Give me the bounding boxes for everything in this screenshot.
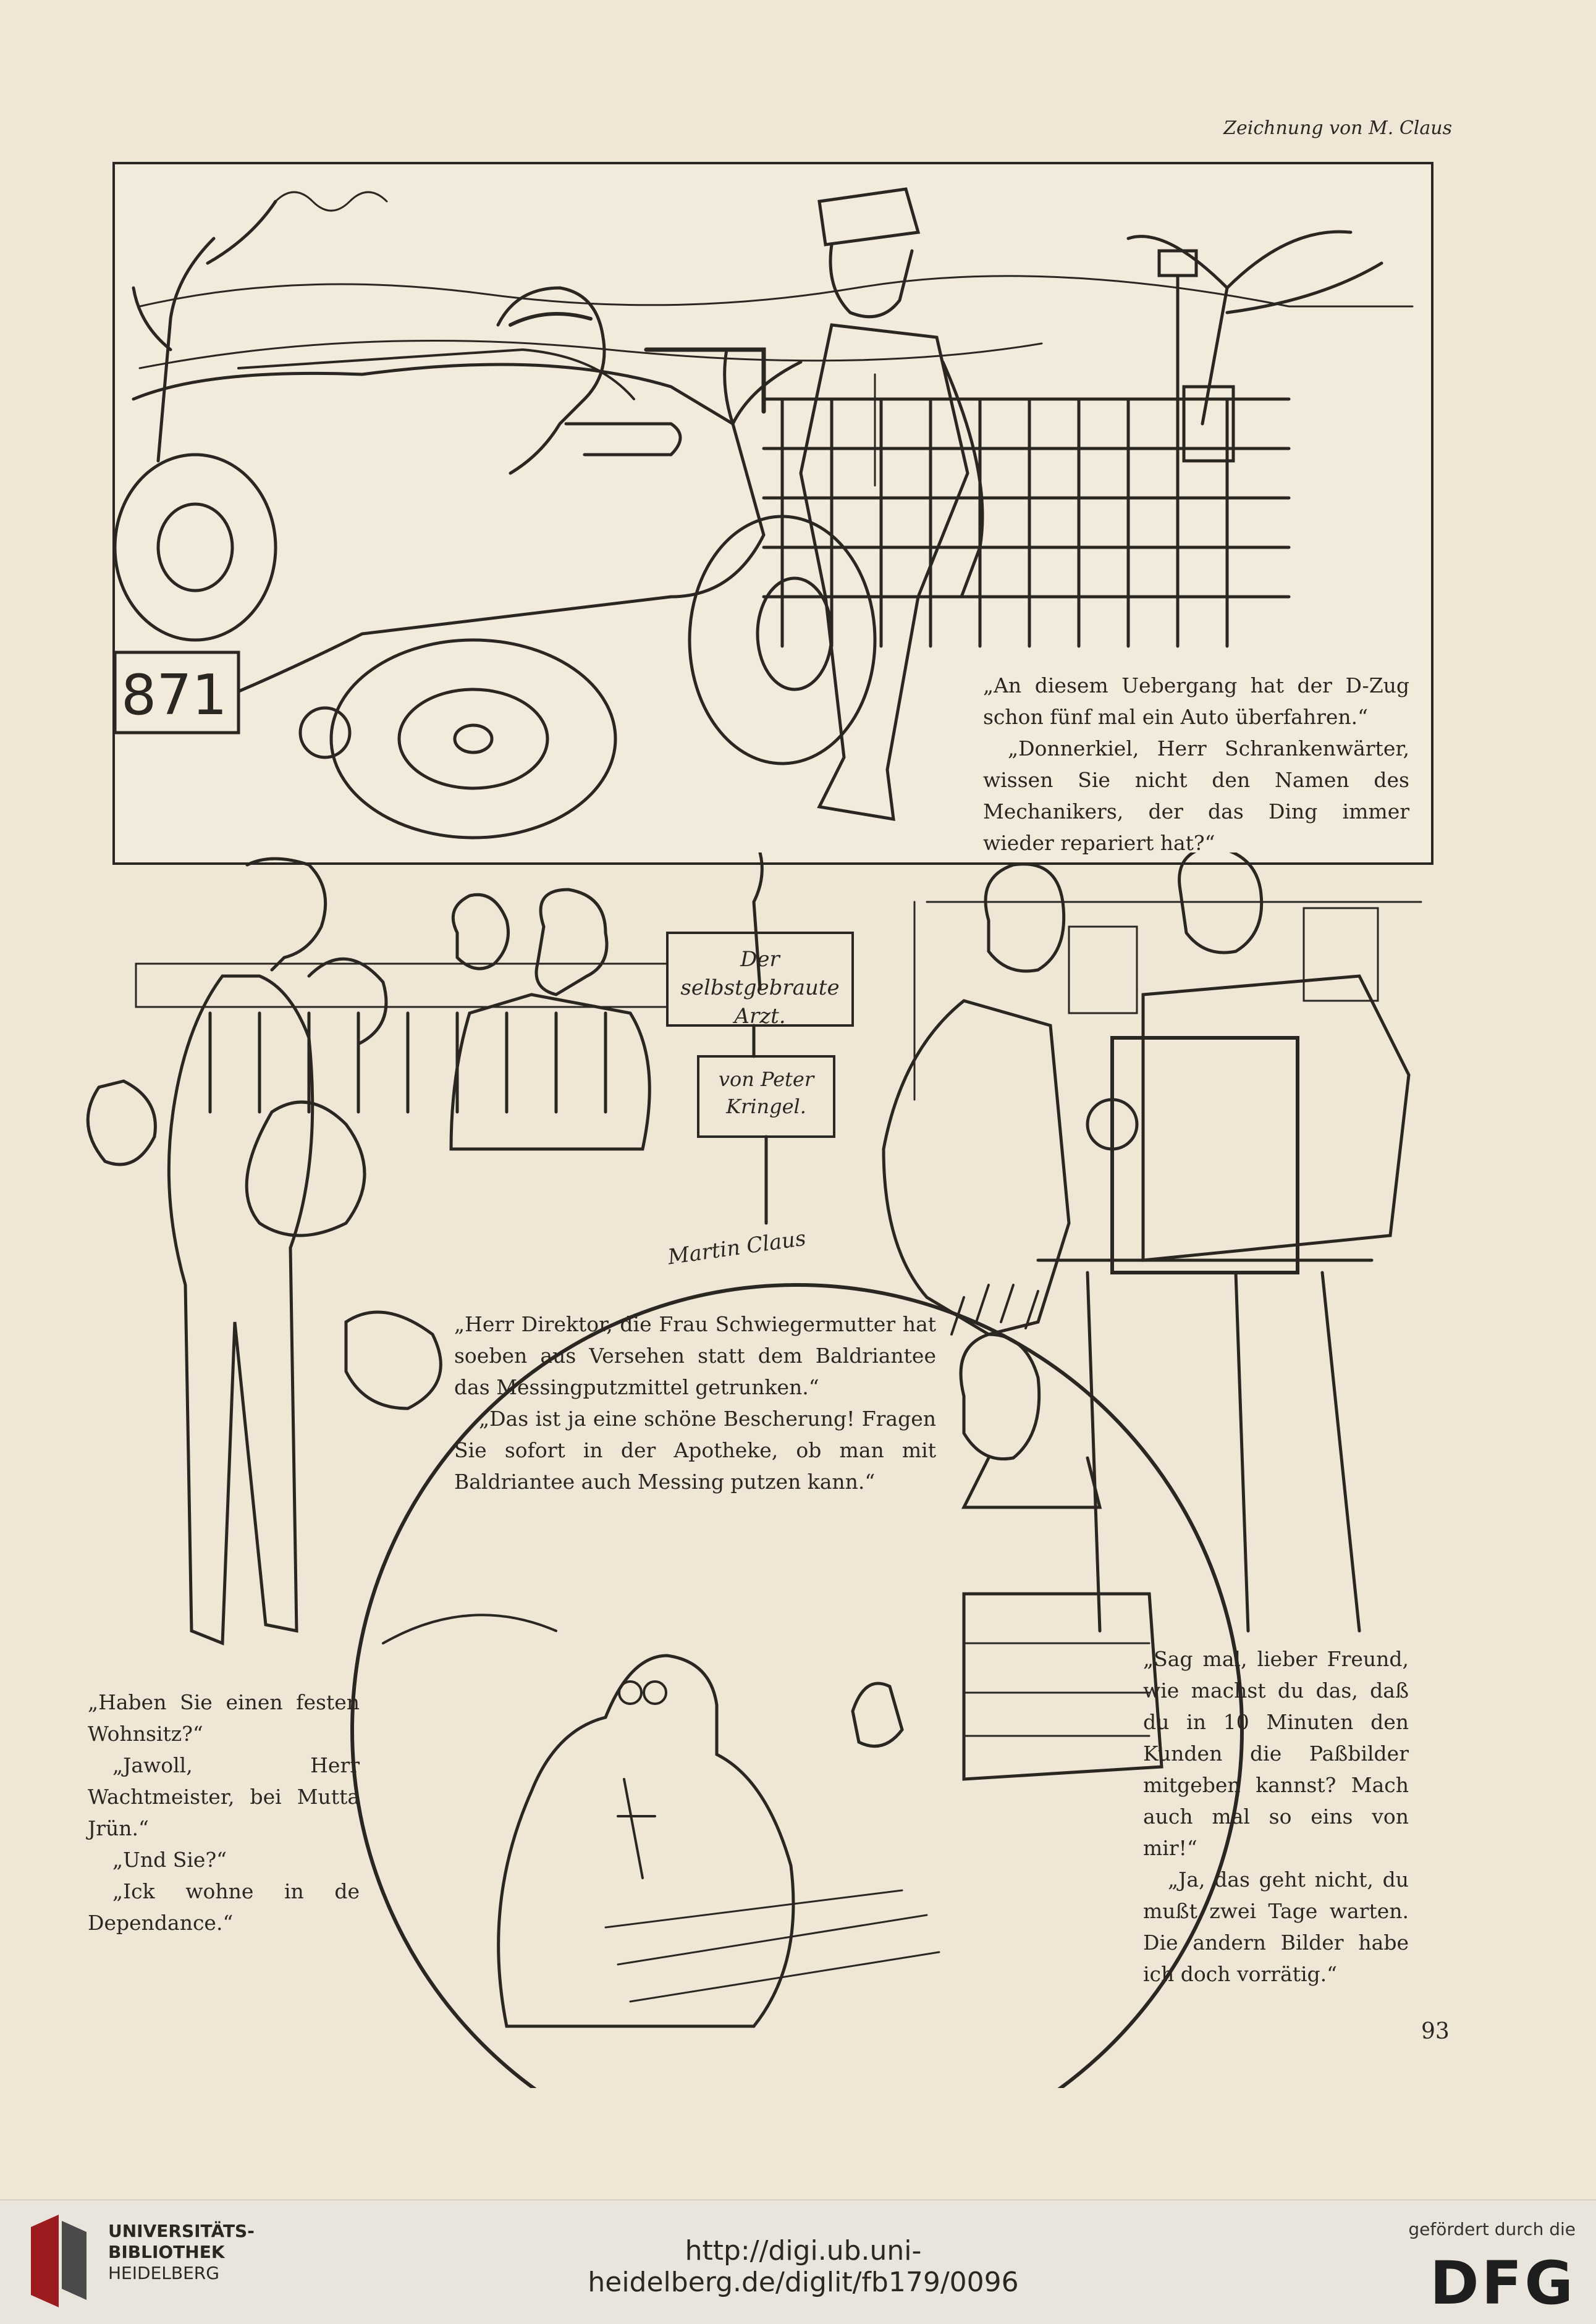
artist-signature: Martin Claus: [666, 1226, 808, 1270]
caption-line: „Jawoll, Herr Wachtmeister, bei Mutta Jrün.“: [88, 1753, 360, 1840]
page-number: 93: [1421, 2019, 1450, 2044]
permalink-url[interactable]: http://digi.ub.uni-heidelberg.de/diglit/fb179/0096: [588, 2235, 1019, 2298]
caption-policeman: [88, 1686, 360, 1939]
caption-line: „Ick wohne in de Dependance.“: [88, 1879, 360, 1935]
caption-line: „Herr Direktor, die Frau Schwiegermutter hat soeben aus Versehen statt dem Baldriantee das Messingputzmittel getrunken.“: [454, 1312, 936, 1399]
caption-line: „Haben Sie einen festen Wohnsitz?“: [88, 1690, 360, 1746]
caption-photographer: [1143, 1643, 1409, 1990]
caption-director: [454, 1308, 936, 1497]
library-name-line: UNIVERSITÄTS-: [108, 2221, 255, 2241]
caption-line: „Donnerkiel, Herr Schrankenwärter, wissen Sie nicht den Namen des Mechanikers, der das Ding immer wieder repariert hat?“: [983, 736, 1409, 855]
dfg-logo: DFG: [1429, 2249, 1576, 2318]
caption-railway-crossing: [983, 670, 1409, 859]
hanging-sign-title: Der selbstgebraute Arzt.: [680, 947, 840, 1029]
caption-line: „An diesem Uebergang hat der D-Zug schon fünf mal ein Auto überfahren.“: [983, 673, 1409, 729]
library-name-line: BIBLIOTHEK: [108, 2242, 225, 2262]
caption-line: „Und Sie?“: [112, 1848, 227, 1872]
illustration-credit: Zeichnung von M. Claus: [1223, 117, 1452, 139]
caption-line: „Ja, das geht nicht, du mußt zwei Tage warten. Die andern Bilder habe ich doch vorrätig.“: [1143, 1867, 1409, 1986]
library-name: [108, 2221, 255, 2284]
license-plate-number: 871: [121, 663, 227, 728]
funding-note: gefördert durch die: [1408, 2219, 1576, 2239]
caption-line: „Das ist ja eine schöne Bescherung! Fragen Sie sofort in der Apotheke, ob man mit Baldriantee auch Messing putzen kann.“: [454, 1407, 936, 1494]
cartoon-panel-railway-crossing: [112, 162, 1433, 865]
caption-line: „Sag mal, lieber Freund, wie machst du das, daß du in 10 Minuten den Kunden die Paßbilder mitgeben kannst? Mach auch mal so eins von mir!“: [1143, 1647, 1409, 1860]
university-library-logo-icon: [25, 2215, 93, 2307]
library-name-line: HEIDELBERG: [108, 2263, 219, 2283]
hanging-sign-author: von Peter Kringel.: [718, 1067, 814, 1118]
